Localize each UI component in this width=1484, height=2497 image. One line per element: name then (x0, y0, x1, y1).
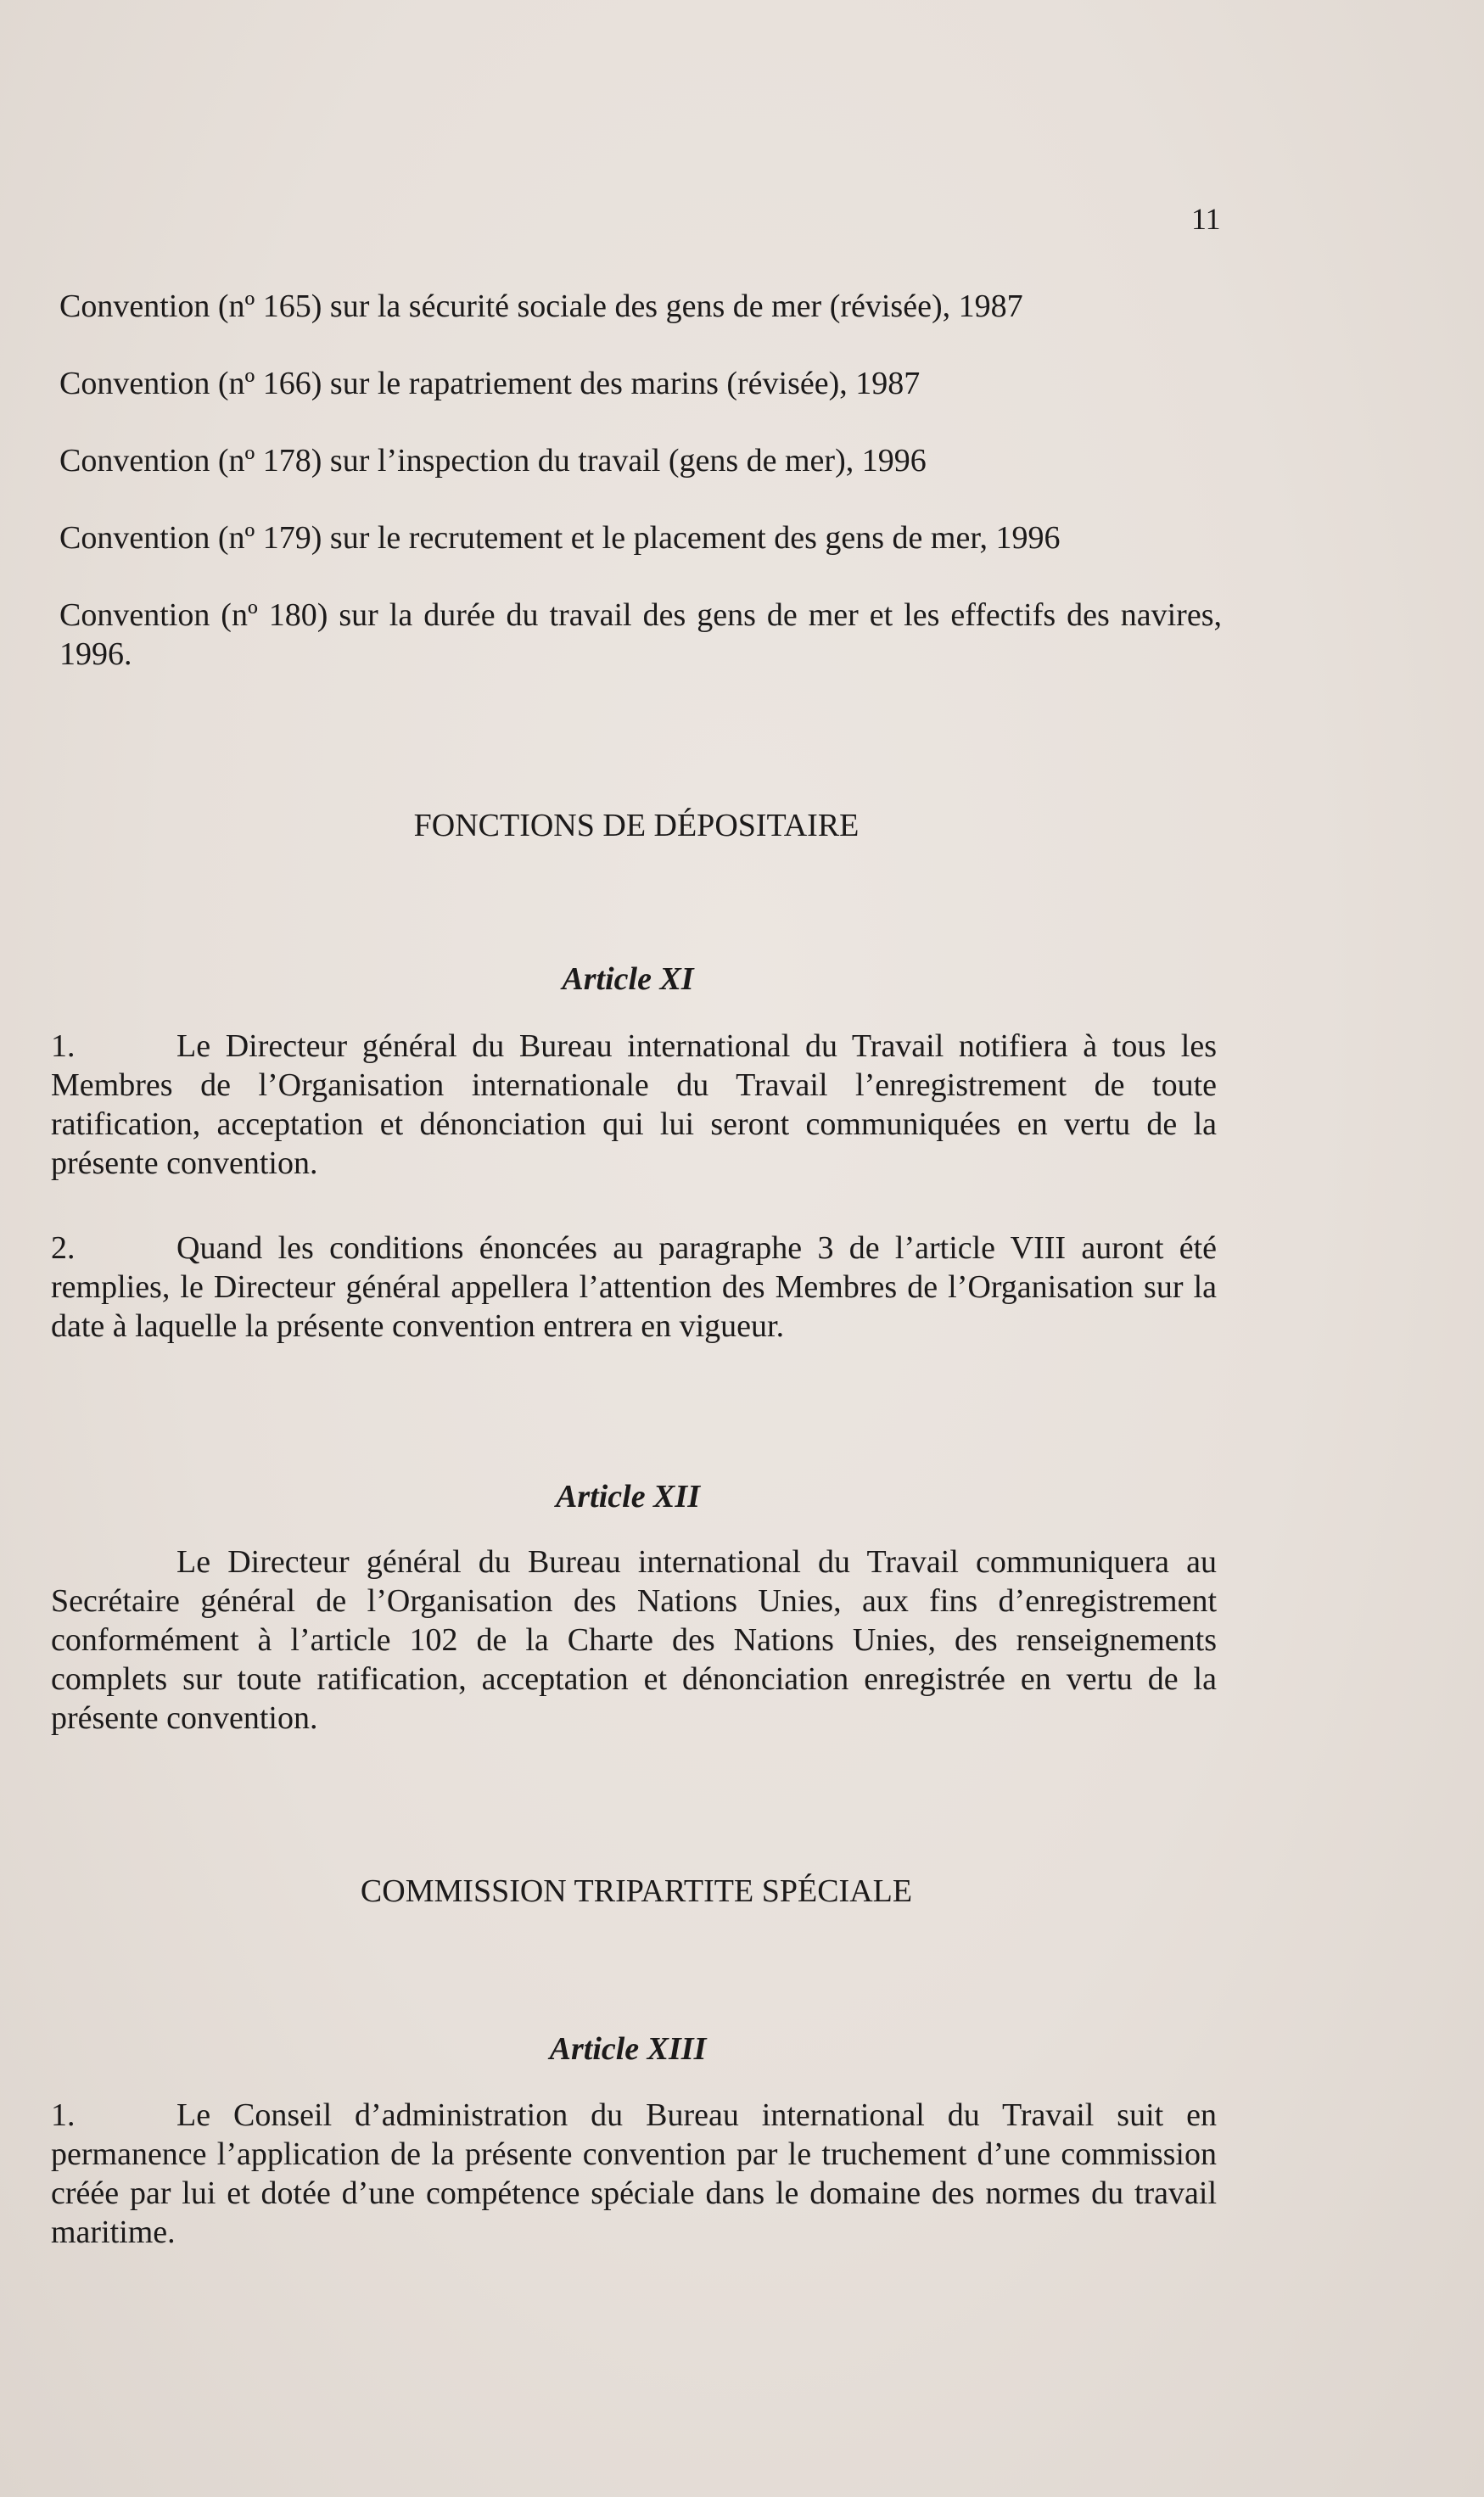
paragraph-number: 1. (51, 2097, 76, 2133)
article-title-xiii: Article XIII (549, 2031, 707, 2067)
page-number: 11 (1191, 202, 1221, 236)
article-title-xi: Article XI (562, 961, 694, 997)
paragraph-number: 2. (51, 1230, 76, 1266)
convention-item: Convention (nº 166) sur le rapatriement des marins (révisée), 1987 (59, 366, 921, 401)
paragraph-text: Le Directeur général du Bureau international du Travail communiquera au Secrétaire général de l’Organisation des Nations Unies, aux fins d’enregistrement conformément à l’article 102 de la Charte des Nations Unies, des renseignements complets sur toute ratification, acceptation et dénonciation enregistrée en vertu de la présente convention. (51, 1544, 1217, 1736)
convention-list (59, 287, 1222, 712)
convention-item: Convention (nº 178) sur l’inspection du travail (gens de mer), 1996 (59, 443, 927, 479)
convention-item: Convention (nº 179) sur le recrutement et le placement des gens de mer, 1996 (59, 520, 1061, 556)
article-xi-paragraph-2 (51, 1229, 1217, 1346)
paragraph-text: Le Directeur général du Bureau international du Travail notifiera à tous les Membres de l’Organisation internationale du Travail l’enregistrement de toute ratification, acceptation et dénonciation qui lui seront communiquées en vertu de la présente convention. (51, 1028, 1217, 1181)
article-xiii-paragraph-1 (51, 2096, 1217, 2252)
paragraph-number: 1. (51, 1028, 76, 1064)
article-xii-paragraph (51, 1542, 1217, 1738)
section-heading-depositaire: FONCTIONS DE DÉPOSITAIRE (413, 808, 860, 843)
article-xi-paragraph-1 (51, 1027, 1217, 1183)
paragraph-text: Quand les conditions énoncées au paragraphe 3 de l’article VIII auront été remplies, le Directeur général appellera l’attention des Membres de l’Organisation sur la date à laquelle la présente convention entrera en vigueur. (51, 1230, 1217, 1344)
section-heading-commission: COMMISSION TRIPARTITE SPÉCIALE (360, 1873, 913, 1909)
paragraph-text: Le Conseil d’administration du Bureau international du Travail suit en permanence l’application de la présente convention par le truchement d’une commission créée par lui et dotée d’une compétence spéciale dans le domaine des normes du travail maritime. (51, 2097, 1217, 2250)
convention-item: Convention (nº 180) sur la durée du travail des gens de mer et les effectifs des navires, 1996. (59, 597, 1222, 672)
convention-item: Convention (nº 165) sur la sécurité sociale des gens de mer (révisée), 1987 (59, 288, 1023, 324)
article-title-xii: Article XII (556, 1479, 700, 1514)
